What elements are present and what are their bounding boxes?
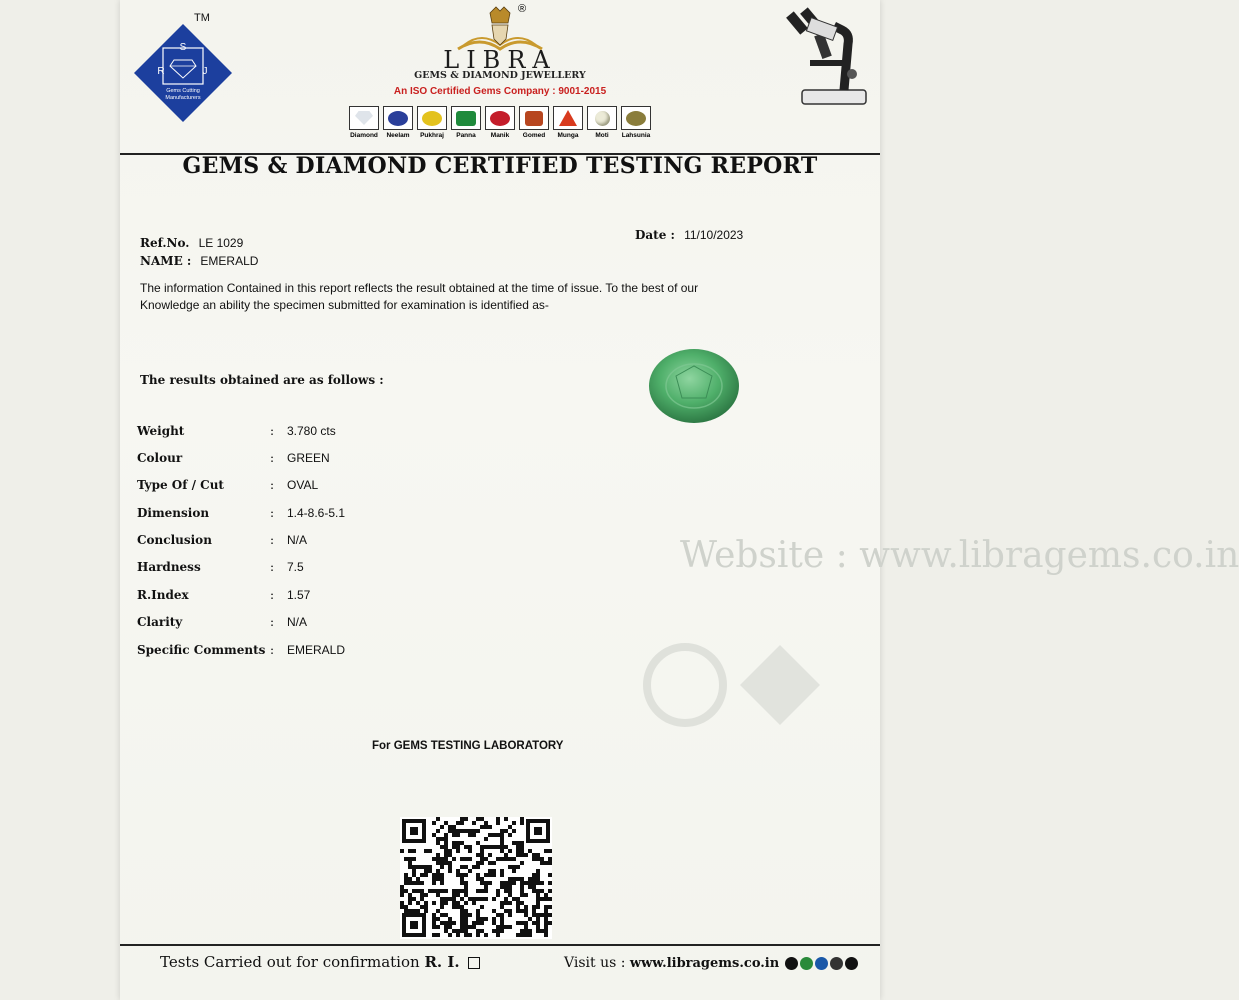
manik-stone-icon	[490, 111, 510, 126]
footer-divider	[120, 944, 880, 946]
logo-caption-2: Manufacturers	[165, 95, 201, 101]
result-row-clarity: Clarity : N/A	[137, 615, 308, 629]
result-row-dimension: Dimension : 1.4-8.6-5.1	[137, 506, 346, 520]
ref-number	[140, 232, 243, 251]
tests-method: R. I.	[424, 953, 460, 971]
whatsapp-icon[interactable]	[800, 957, 813, 970]
munga-stone-icon	[559, 110, 577, 126]
date-label: Date :	[635, 228, 675, 242]
result-row-rindex: R.Index : 1.57	[137, 588, 311, 602]
report-date	[635, 224, 743, 243]
pukhraj-stone-icon	[422, 111, 442, 126]
stone-moti: Moti	[586, 106, 618, 139]
logo-letter-r: R	[157, 66, 165, 77]
result-row-weight: Weight : 3.780 cts	[137, 424, 336, 438]
neelam-stone-icon	[388, 111, 408, 126]
stone-munga: Munga	[552, 106, 584, 139]
ri-checkbox	[468, 957, 480, 969]
trademark-mark: TM	[194, 12, 210, 24]
result-row-hardness: Hardness : 7.5	[137, 560, 304, 574]
stone-manik: Manik	[484, 106, 516, 139]
tests-note	[160, 953, 480, 971]
website-watermark: Website : www.libragems.co.in	[680, 535, 1239, 576]
ref-label: Ref.No.	[140, 236, 190, 250]
stone-lahsunia: Lahsunia	[620, 106, 652, 139]
website-link[interactable]: www.libragems.co.in	[629, 956, 780, 971]
stone-panna: Panna	[450, 106, 482, 139]
gomed-stone-icon	[525, 111, 543, 126]
result-row-comments: Specific Comments : EMERALD	[137, 643, 346, 657]
result-row-colour: Colour : GREEN	[137, 451, 330, 465]
lahsunia-stone-icon	[626, 111, 646, 126]
srj-logo	[132, 22, 234, 124]
result-row-conclusion: Conclusion : N/A	[137, 533, 308, 547]
pinterest-icon[interactable]	[845, 957, 858, 970]
diamond-icon	[355, 111, 373, 125]
qr-code[interactable]	[400, 817, 552, 939]
certificate-page	[120, 0, 1239, 1000]
results-heading: The results obtained are as follows :	[140, 373, 384, 387]
lab-signature-heading: For GEMS TESTING LABORATORY	[372, 740, 564, 752]
logo-letter-s: S	[179, 42, 187, 53]
stone-pukhraj: Pukhraj	[416, 106, 448, 139]
brand-subtitle: GEMS & DIAMOND JEWELLERY	[414, 70, 586, 81]
intro-paragraph	[140, 280, 820, 314]
registered-mark: ®	[518, 3, 527, 15]
facebook-icon[interactable]	[785, 957, 798, 970]
stone-gomed: Gomed	[518, 106, 550, 139]
brand-name: LIBRA	[443, 46, 557, 74]
result-row-cut: Type Of / Cut : OVAL	[137, 478, 319, 492]
stone-neelam: Neelam	[382, 106, 414, 139]
intro-line-1: The information Contained in this report reflects the result obtained at the time of issue. To the best of our	[140, 281, 699, 295]
specimen-name	[140, 250, 258, 269]
watermark-seal-icon	[625, 630, 825, 740]
iso-certification: An ISO Certified Gems Company : 9001-2015	[393, 86, 607, 97]
microscope-icon	[788, 4, 878, 108]
tests-text: Tests Carried out for confirmation	[160, 953, 420, 971]
youtube-icon[interactable]	[815, 957, 828, 970]
instagram-icon[interactable]	[830, 957, 843, 970]
logo-caption-1: Gems Cutting	[166, 88, 200, 94]
date-value: 11/10/2023	[684, 228, 744, 242]
moti-pearl-icon	[595, 111, 610, 126]
name-label: NAME :	[140, 254, 192, 268]
ref-value: LE 1029	[198, 236, 244, 250]
social-icons	[785, 957, 858, 970]
gemstone-strip	[348, 106, 658, 144]
intro-line-2: Knowledge an ability the specimen submitted for examination is identified as-	[140, 298, 549, 312]
panna-stone-icon	[456, 111, 476, 126]
logo-letter-j: J	[202, 66, 208, 77]
visit-footer	[564, 955, 858, 971]
emerald-gem-photo	[646, 346, 742, 426]
stone-diamond: Diamond	[348, 106, 380, 139]
visit-label: Visit us :	[564, 955, 626, 971]
name-value: EMERALD	[200, 254, 259, 268]
report-title: GEMS & DIAMOND CERTIFIED TESTING REPORT	[182, 153, 818, 179]
